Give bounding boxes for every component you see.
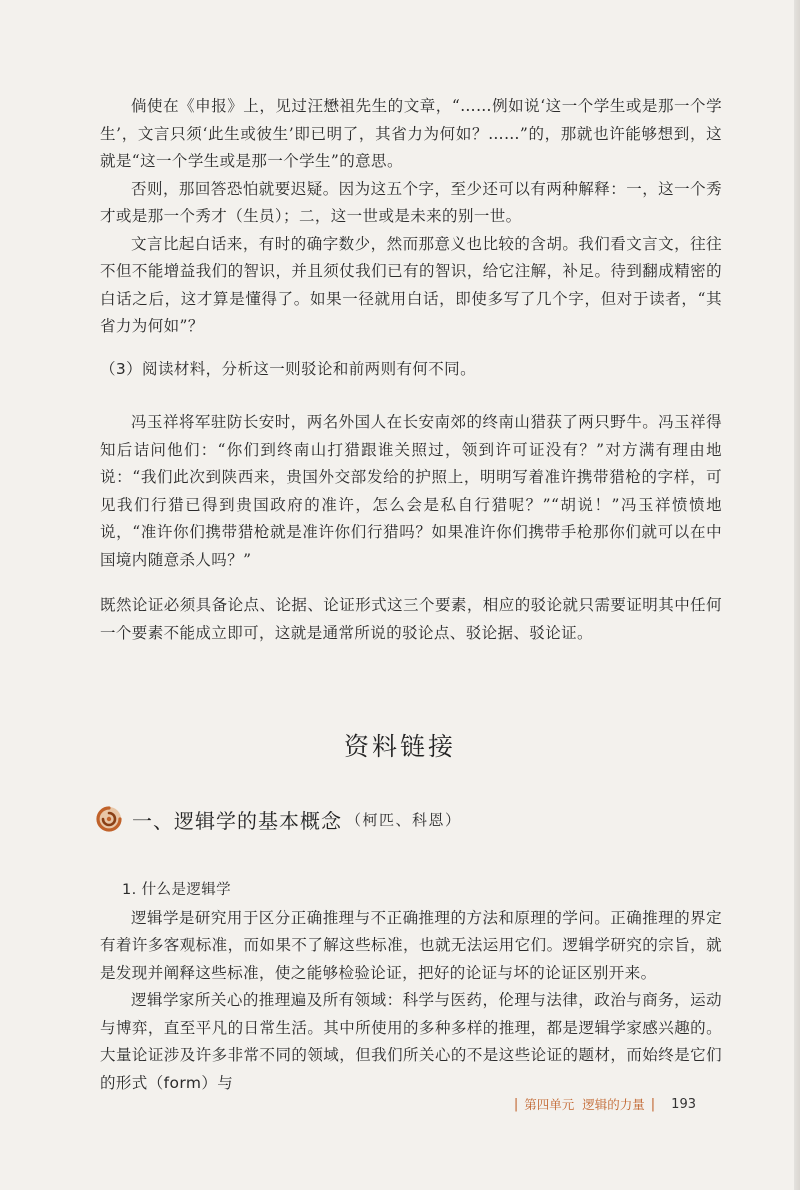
swirl-icon [94, 804, 124, 834]
sub-heading-title: 一、逻辑学的基本概念 [132, 808, 342, 833]
page-edge [794, 0, 800, 1190]
item-title: 1. 什么是逻辑学 [122, 882, 232, 898]
divider: | [513, 1096, 519, 1112]
page-footer [508, 1095, 696, 1113]
quoted-passage-feng-yuxiang [100, 409, 722, 574]
summary-paragraph [100, 592, 722, 647]
paragraph: 逻辑学家所关心的推理遍及所有领域：科学与医药，伦理与法律，政治与商务，运动与博弈，直至平凡的日常生活。其中所使用的多种多样的推理，都是逻辑学家感兴趣的。大量论证涉及许多非常不同的领域，但我们所关心的不是这些论证的题材，而始终是它们的形式（form）与 [100, 991, 722, 1092]
section-title: 资料链接 [343, 732, 456, 761]
question-text: （3）阅读材料，分析这一则驳论和前两则有何不同。 [100, 360, 476, 378]
sub-heading [94, 802, 462, 836]
paragraph: 冯玉祥将军驻防长安时，两名外国人在长安南郊的终南山猎获了两只野牛。冯玉祥得知后诘问他们：“你们到终南山打猎跟谁关照过，领到许可证没有？”对方满有理由地说：“我们此次到陕西来，贵国外交部发给的护照上，明明写着准许携带猎枪的字样，可见我们行猎已得到贵国政府的准许，怎么会是私自行猎呢？”“胡说！”冯玉祥愤愤地说，“准许你们携带猎枪就是准许你们行猎吗？如果准许你们携带手枪那你们就可以在中国境内随意杀人吗？” [100, 413, 722, 569]
quoted-passage-lu-xun [100, 93, 722, 341]
sub-heading-author: （柯匹、科恩） [346, 810, 462, 829]
paragraph: 否则，那回答恐怕就要迟疑。因为这五个字，至少还可以有两种解释：一，这一个秀才或是那一个秀才（生员）；二，这一世或是未来的别一世。 [100, 179, 722, 225]
paragraph: 既然论证必须具备论点、论据、论证形式这三个要素，相应的驳论就只需要证明其中任何一个要素不能成立即可，这就是通常所说的驳论点、驳论据、驳论证。 [100, 596, 722, 642]
unit-title: 逻辑的力量 [582, 1097, 645, 1112]
paragraph: 倘使在《申报》上，见过汪懋祖先生的文章，“……例如说‘这一个学生或是那一个学生’，文言只须‘此生或彼生’即已明了，其省力为何如？……”的，那就也许能够想到，这就是“这一个学生或是那一个学生”的意思。 [100, 97, 722, 170]
paragraph: 文言比起白话来，有时的确字数少，然而那意义也比较的含胡。我们看文言文，往往不但不能增益我们的智识，并且须仗我们已有的智识，给它注解，补足。待到翻成精密的白话之后，这才算是懂得了。如果一径就用白话，即使多写了几个字，但对于读者，“其省力为何如”？ [100, 234, 722, 335]
item-1 [100, 877, 722, 1097]
divider: | [650, 1096, 656, 1112]
unit-label: 第四单元 [524, 1097, 575, 1112]
page-number: 193 [671, 1096, 696, 1112]
question-3 [100, 356, 722, 384]
paragraph: 逻辑学是研究用于区分正确推理与不正确推理的方法和原理的学问。正确推理的界定有着许多客观标准，而如果不了解这些标准，也就无法运用它们。逻辑学研究的宗旨，就是发现并阐释这些标准，使之能够检验论证，把好的论证与坏的论证区别开来。 [100, 908, 722, 982]
